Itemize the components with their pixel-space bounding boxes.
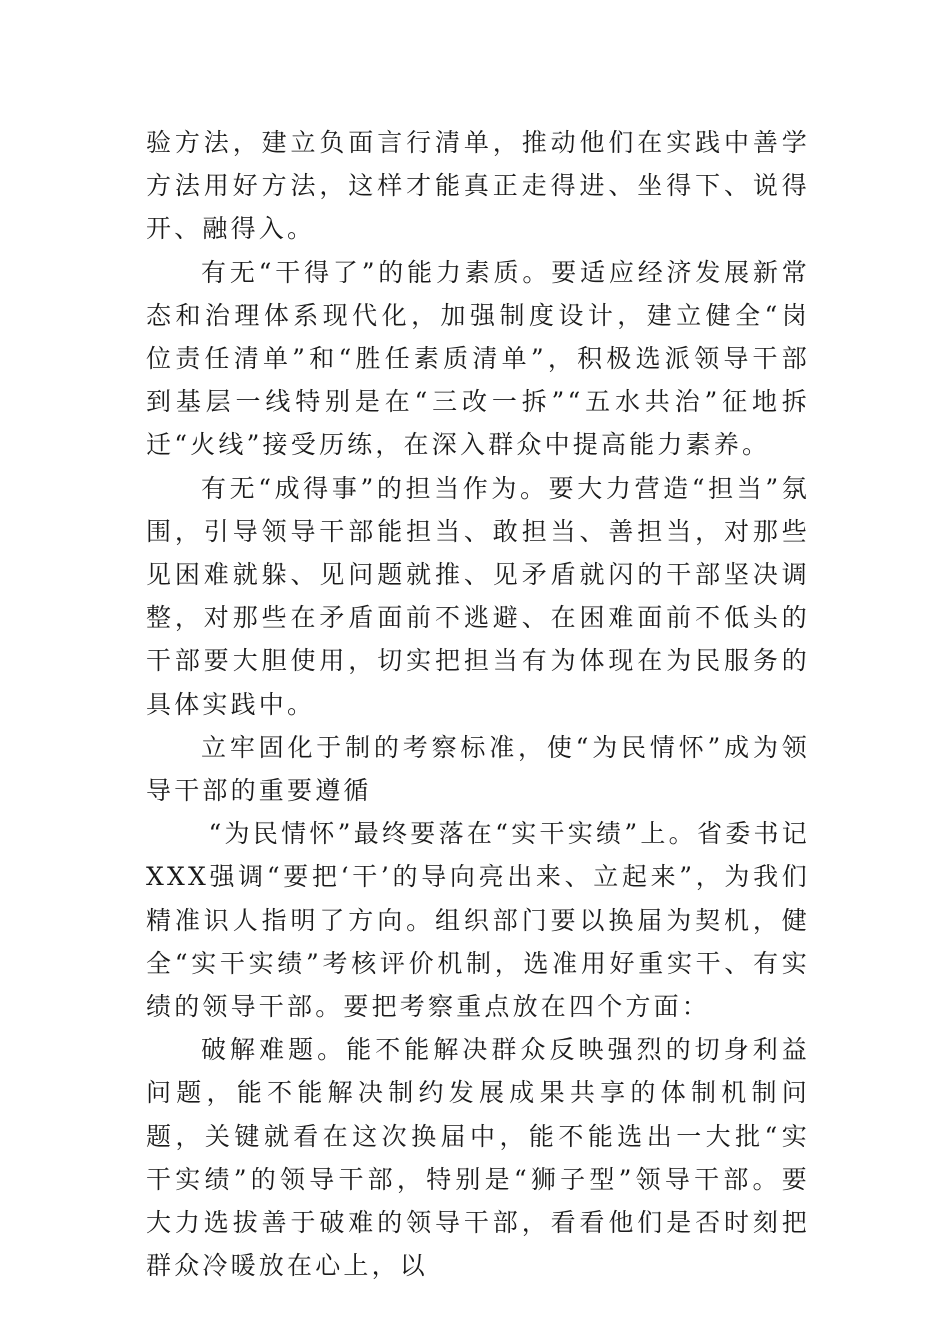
section-heading-evaluation-standard: 立牢固化于制的考察标准，使“为民情怀”成为领导干部的重要遵循	[146, 732, 810, 806]
paragraph-responsibility: 有无“成得事”的担当作为。要大力营造“担当”氛围，引导领导干部能担当、敢担当、善担当，对那些见困难就躲、见问题就推、见矛盾就闪的干部坚决调整，对那些在矛盾面前不逃避、在困难面前不低头的干部要大胆使用，切实把担当有为体现在为民服务的具体实践中。	[146, 473, 810, 719]
paragraph-ability-quality: 有无“干得了”的能力素质。要适应经济发展新常态和治理体系现代化，加强制度设计，建立健全“岗位责任清单”和“胜任素质清单”，积极选派领导干部到基层一线特别是在“三改一拆”“五水共治”征地拆迁“火线”接受历练，在深入群众中提高能力素养。	[146, 257, 810, 460]
paragraph-practical-results: “为民情怀”最终要落在“实干实绩”上。省委书记XXX强调“要把‘干’的导向亮出来、立起来”，为我们精准识人指明了方向。组织部门要以换届为契机，健全“实干实绩”考核评价机制，选准用好重实干、有实绩的领导干部。要把考察重点放在四个方面：	[146, 819, 810, 1022]
paragraph-continuation: 验方法，建立负面言行清单，推动他们在实践中善学方法用好方法，这样才能真正走得进、坐得下、说得开、融得入。	[146, 128, 810, 244]
document-page	[146, 121, 810, 1287]
paragraph-solving-problems: 破解难题。能不能解决群众反映强烈的切身利益问题，能不能解决制约发展成果共享的体制机制问题，关键就看在这次换届中，能不能选出一大批“实干实绩”的领导干部，特别是“狮子型”领导干部。要大力选拔善于破难的领导干部，看看他们是否时刻把群众冷暖放在心上，以	[146, 1035, 810, 1281]
